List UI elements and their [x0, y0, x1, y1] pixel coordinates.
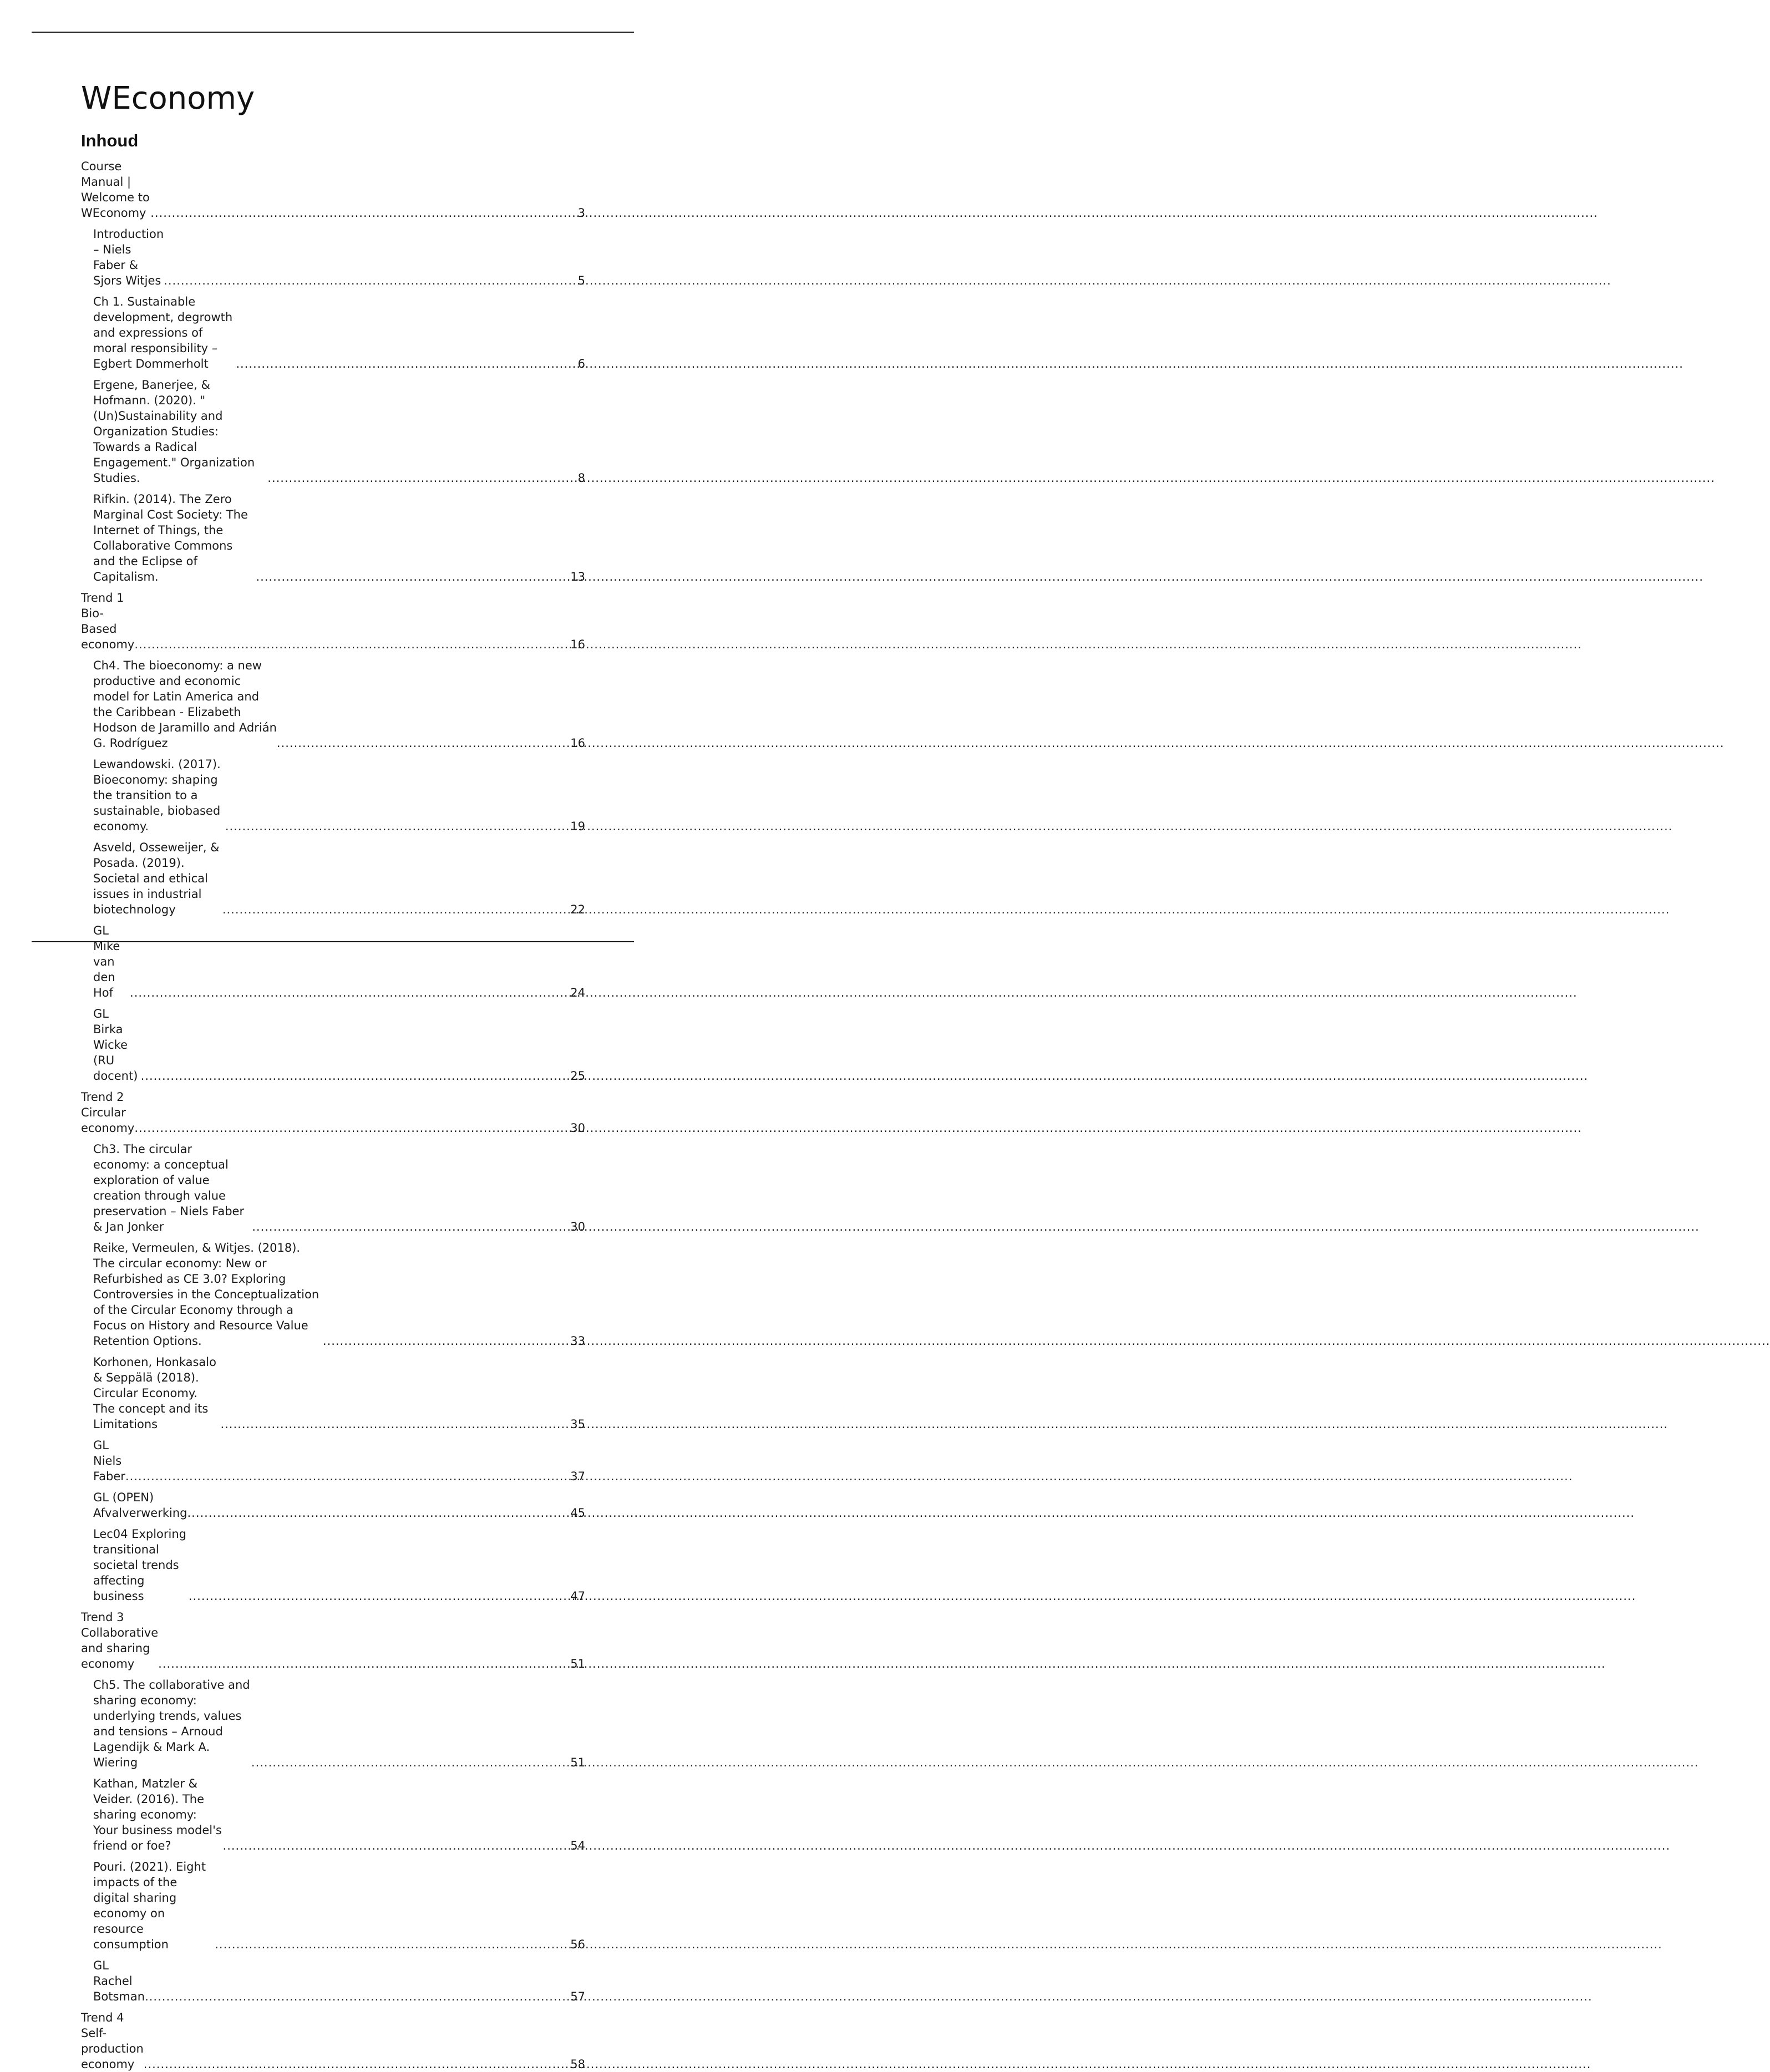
- toc-entry-title: Pouri. (2021). Eight impacts of the digital sharing economy on resource consumption: [93, 1860, 206, 1951]
- toc-entry-row: [93, 294, 585, 372]
- toc-page-number: 58: [570, 2058, 585, 2071]
- toc-page-number: 54: [570, 1839, 585, 1852]
- toc-entry-row: [81, 590, 585, 652]
- toc-page-number: 30: [570, 1121, 585, 1135]
- toc-entry-title: Reike, Vermeulen, & Witjes. (2018). The circular economy: New or Refurbished as CE 3.0? Exploring Controversies in the Conceptualization of the Circular Economy through a Focus on History and Resource Value Retention Options.: [93, 1241, 319, 1348]
- toc-entry-title: Trend 1 Bio-Based economy: [81, 591, 135, 651]
- toc-dot-leader: [220, 1416, 570, 1432]
- document-title: WEconomy: [81, 80, 255, 116]
- toc-entry-row: [81, 1609, 585, 1672]
- toc-entry-title: Trend 2 Circular economy: [81, 1090, 135, 1135]
- toc-entry-title: Korhonen, Honkasalo & Seppälä (2018). Circular Economy. The concept and its Limitations: [93, 1355, 216, 1431]
- toc-entry-title: Lewandowski. (2017). Bioeconomy: shaping the transition to a sustainable, biobased economy.: [93, 758, 221, 833]
- toc-dot-leader: [134, 637, 570, 652]
- toc-entry[interactable]: [81, 1141, 585, 1235]
- toc-entry[interactable]: [81, 840, 585, 917]
- toc-dot-leader: [222, 902, 570, 917]
- toc-entry[interactable]: [81, 294, 585, 372]
- toc-entry-row: [93, 1240, 585, 1349]
- toc-dot-leader: [125, 1469, 570, 1484]
- toc-entry[interactable]: [81, 1006, 585, 1084]
- toc-entry-title: Kathan, Matzler & Veider. (2016). The sharing economy: Your business model's friend or foe?: [93, 1777, 222, 1852]
- toc-page-number: 5: [577, 274, 585, 287]
- toc-entry-row: [93, 923, 585, 1001]
- toc-entry-row: [93, 1526, 585, 1604]
- toc-entry-row: [93, 1859, 585, 1952]
- toc-entry[interactable]: [81, 491, 585, 585]
- toc-entry[interactable]: [81, 2010, 585, 2072]
- toc-entry-title: GL Mike van den Hof: [93, 924, 120, 999]
- toc-entry-title: Course Manual | Welcome to WEconomy: [81, 160, 150, 220]
- toc-page-number: 57: [570, 1990, 585, 2003]
- toc-page-number: 8: [577, 471, 585, 485]
- toc-page-number: 35: [570, 1418, 585, 1431]
- toc-dot-leader: [236, 356, 577, 372]
- toc-page-number: 19: [570, 820, 585, 833]
- toc-page-number: 56: [570, 1938, 585, 1951]
- toc-dot-leader: [256, 569, 570, 585]
- toc-dot-leader: [150, 205, 577, 221]
- toc-entry-row: [81, 159, 585, 221]
- toc-entry-row: [93, 377, 585, 486]
- toc-entry[interactable]: [81, 1354, 585, 1432]
- toc-entry-title: Introduction – Niels Faber & Sjors Witjes: [93, 227, 164, 287]
- toc-entry-title: Asveld, Osseweijer, & Posada. (2019). Societal and ethical issues in industrial biotechnology: [93, 841, 220, 916]
- toc-entry[interactable]: [81, 923, 585, 1001]
- toc-dot-leader: [223, 1838, 570, 1853]
- toc-page-number: 37: [570, 1470, 585, 1483]
- toc-entry[interactable]: [81, 1438, 585, 1484]
- toc-entry[interactable]: [81, 1609, 585, 1672]
- toc-entry-row: [93, 756, 585, 834]
- toc-entry-title: Ergene, Banerjee, & Hofmann. (2020). "(Un)Sustainability and Organization Studies: Towards a Radical Engagement." Organization Studies.: [93, 378, 255, 485]
- toc-entry-title: GL Niels Faber: [93, 1439, 125, 1483]
- toc-page-number: 25: [570, 1069, 585, 1083]
- toc-heading: Inhoud: [81, 131, 139, 150]
- toc-dot-leader: [134, 1120, 570, 1136]
- footer-rule: [32, 941, 634, 942]
- toc-page-number: 33: [570, 1334, 585, 1348]
- toc-entry-title: Lec04 Exploring transitional societal trends affecting business: [93, 1527, 187, 1603]
- toc-page-number: 6: [577, 357, 585, 370]
- toc-entry-title: Ch 1. Sustainable development, degrowth and expressions of moral responsibility – Egbert Dommerholt: [93, 295, 233, 370]
- toc-entry-row: [93, 1490, 585, 1521]
- toc-entry[interactable]: [81, 1490, 585, 1521]
- toc-entry-row: [93, 1958, 585, 2004]
- toc-entry[interactable]: [81, 658, 585, 751]
- toc-entry[interactable]: [81, 1677, 585, 1770]
- toc-entry-row: [93, 226, 585, 288]
- toc-entry-title: Ch5. The collaborative and sharing economy: underlying trends, values and tensions – Arnoud Lagendijk & Mark A. Wiering: [93, 1678, 250, 1769]
- toc-dot-leader: [215, 1937, 570, 1952]
- toc-entry[interactable]: [81, 1526, 585, 1604]
- toc-entry-title: GL (OPEN) Afvalverwerking: [93, 1491, 187, 1520]
- toc-entry-title: Trend 4 Self-production economy: [81, 2011, 144, 2071]
- toc-dot-leader: [144, 2056, 570, 2072]
- toc-entry-title: Rifkin. (2014). The Zero Marginal Cost Society: The Internet of Things, the Collaborative Commons and the Eclipse of Capitalism.: [93, 492, 248, 583]
- toc-entry-row: [93, 491, 585, 585]
- toc-entry-title: Ch3. The circular economy: a conceptual exploration of value creation through value preservation – Niels Faber & Jan Jonker: [93, 1142, 245, 1233]
- toc-dot-leader: [277, 735, 570, 751]
- toc-dot-leader: [251, 1755, 570, 1770]
- toc-entry[interactable]: [81, 1958, 585, 2004]
- toc-entry[interactable]: [81, 1240, 585, 1349]
- toc-dot-leader: [130, 985, 570, 1001]
- toc-dot-leader: [189, 1588, 570, 1604]
- toc-page-number: 3: [577, 206, 585, 220]
- toc-dot-leader: [225, 819, 570, 834]
- toc-entry-title: Trend 3 Collaborative and sharing economy: [81, 1611, 159, 1670]
- toc-entry-title: GL Rachel Botsman: [93, 1959, 145, 2003]
- toc-entry[interactable]: [81, 226, 585, 288]
- toc-page-number: 16: [570, 638, 585, 651]
- toc-entry-row: [93, 1006, 585, 1084]
- toc-entry-row: [93, 1438, 585, 1484]
- toc-page-number: 24: [570, 986, 585, 999]
- toc-dot-leader: [267, 470, 577, 486]
- toc-entry-row: [93, 1354, 585, 1432]
- toc-entry[interactable]: [81, 159, 585, 221]
- toc-dot-leader: [252, 1219, 570, 1235]
- toc-entry-row: [93, 1776, 585, 1853]
- toc-entry[interactable]: [81, 590, 585, 652]
- toc-entry-title: Ch4. The bioeconomy: a new productive and economic model for Latin America and the Caribbean - Elizabeth Hodson de Jaramillo and Adrián G. Rodríguez: [93, 659, 277, 750]
- toc-dot-leader: [158, 1656, 570, 1672]
- toc-dot-leader: [164, 273, 577, 288]
- toc-entry-row: [81, 2010, 585, 2072]
- toc-entry-row: [93, 658, 585, 751]
- toc-entry-row: [81, 1089, 585, 1136]
- toc-dot-leader: [141, 1068, 570, 1084]
- toc-dot-leader: [187, 1505, 570, 1521]
- toc-page-number: 16: [570, 737, 585, 750]
- toc-page-number: 30: [570, 1220, 585, 1233]
- toc-entry[interactable]: [81, 1089, 585, 1136]
- header-rule: [32, 32, 634, 33]
- table-of-contents: [81, 159, 585, 2072]
- toc-entry-row: [93, 1141, 585, 1235]
- toc-page-number: 13: [570, 570, 585, 583]
- toc-page-number: 45: [570, 1506, 585, 1520]
- toc-entry-row: [93, 1677, 585, 1770]
- toc-dot-leader: [145, 1989, 570, 2004]
- toc-dot-leader: [323, 1333, 570, 1349]
- toc-entry[interactable]: [81, 756, 585, 834]
- toc-page-number: 22: [570, 903, 585, 916]
- toc-page-number: 47: [570, 1589, 585, 1603]
- toc-entry-row: [93, 840, 585, 917]
- toc-entry[interactable]: [81, 1859, 585, 1952]
- toc-page-number: 51: [570, 1657, 585, 1670]
- toc-entry[interactable]: [81, 1776, 585, 1853]
- toc-page-number: 51: [570, 1756, 585, 1769]
- toc-entry-title: GL Birka Wicke (RU docent): [93, 1007, 138, 1083]
- toc-entry[interactable]: [81, 377, 585, 486]
